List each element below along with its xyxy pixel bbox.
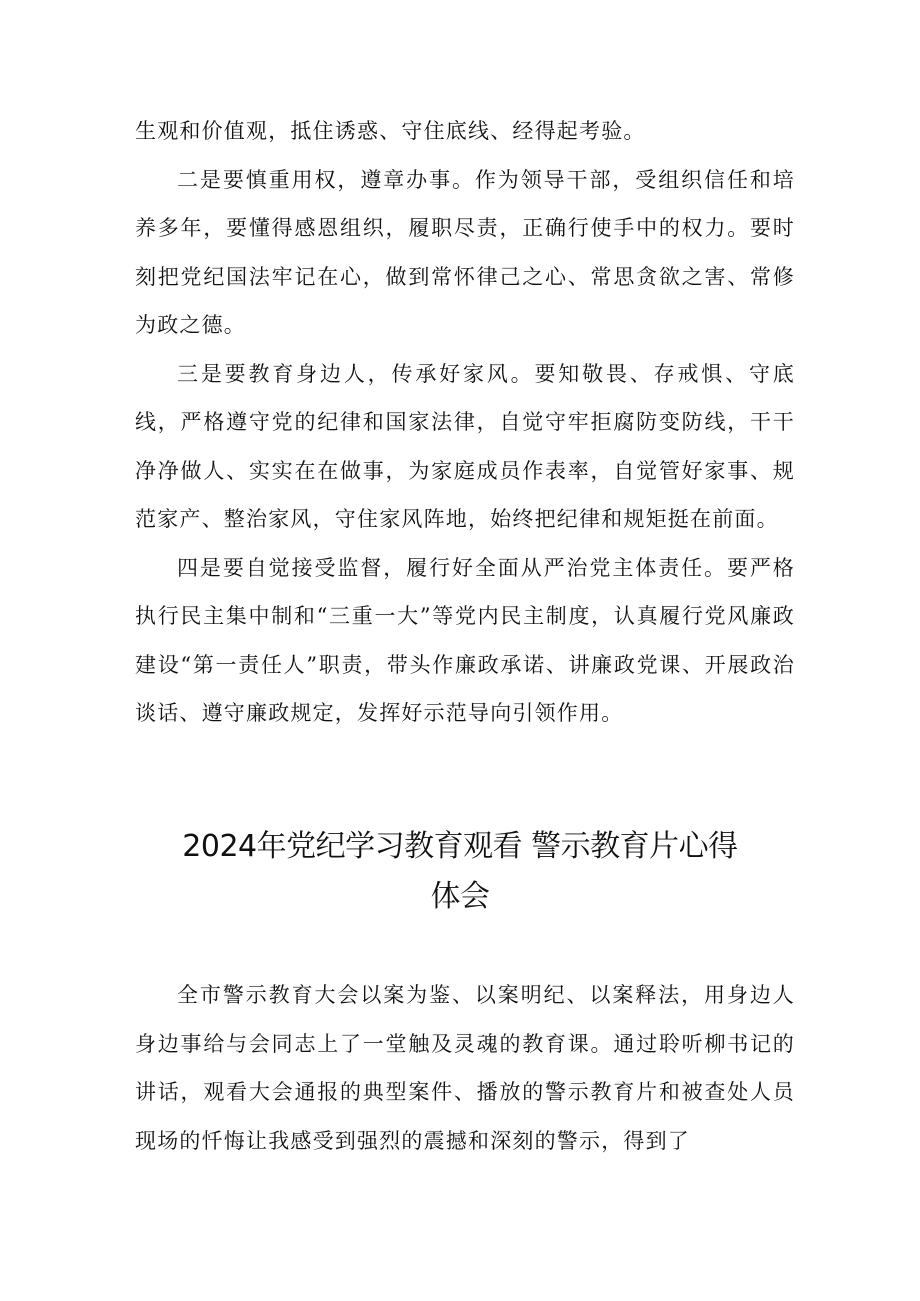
article-title-line-2: 体会	[430, 879, 490, 914]
paragraph-intro: 全市警示教育大会以案为鉴、以案明纪、以案释法，用身边人身边事给与会同志上了一堂触及灵魂的教育课。通过聆听柳书记的讲话，观看大会通报的典型案件、播放的警示教育片和被查处人员现场的忏悔让我感受到强烈的震撼和深刻的警示，得到了	[135, 983, 795, 1153]
paragraph-two: 二是要慎重用权，遵章办事。作为领导干部，受组织信任和培养多年，要懂得感恩组织，履职尽责，正确行使手中的权力。要时刻把党纪国法牢记在心，做到常怀律己之心、常思贪欲之害、常修为政之德。	[135, 167, 795, 337]
paragraph-three: 三是要教育身边人，传承好家风。要知敬畏、存戒惧、守底线，严格遵守党的纪律和国家法律，自觉守牢拒腐防变防线，干干净净做人、实实在在做事，为家庭成员作表率，自觉管好家事、规范家产、整治家风，守住家风阵地，始终把纪律和规矩挺在前面。	[135, 361, 795, 531]
body-section-bottom	[135, 971, 795, 1165]
article-title-line-1: 2024年党纪学习教育观看 警示教育片心得	[182, 829, 738, 864]
paragraph-continuation: 生观和价值观，抵住诱惑、守住底线、经得起考验。	[135, 119, 646, 143]
article-title	[120, 822, 800, 922]
paragraph-four: 四是要自觉接受监督，履行好全面从严治党主体责任。要严格执行民主集中制和“三重一大”等党内民主制度，认真履行党风廉政建设“第一责任人”职责，带头作廉政承诺、讲廉政党课、开展政治谈话、遵守廉政规定，发挥好示范导向引领作用。	[135, 555, 795, 725]
body-section-top	[135, 107, 795, 738]
